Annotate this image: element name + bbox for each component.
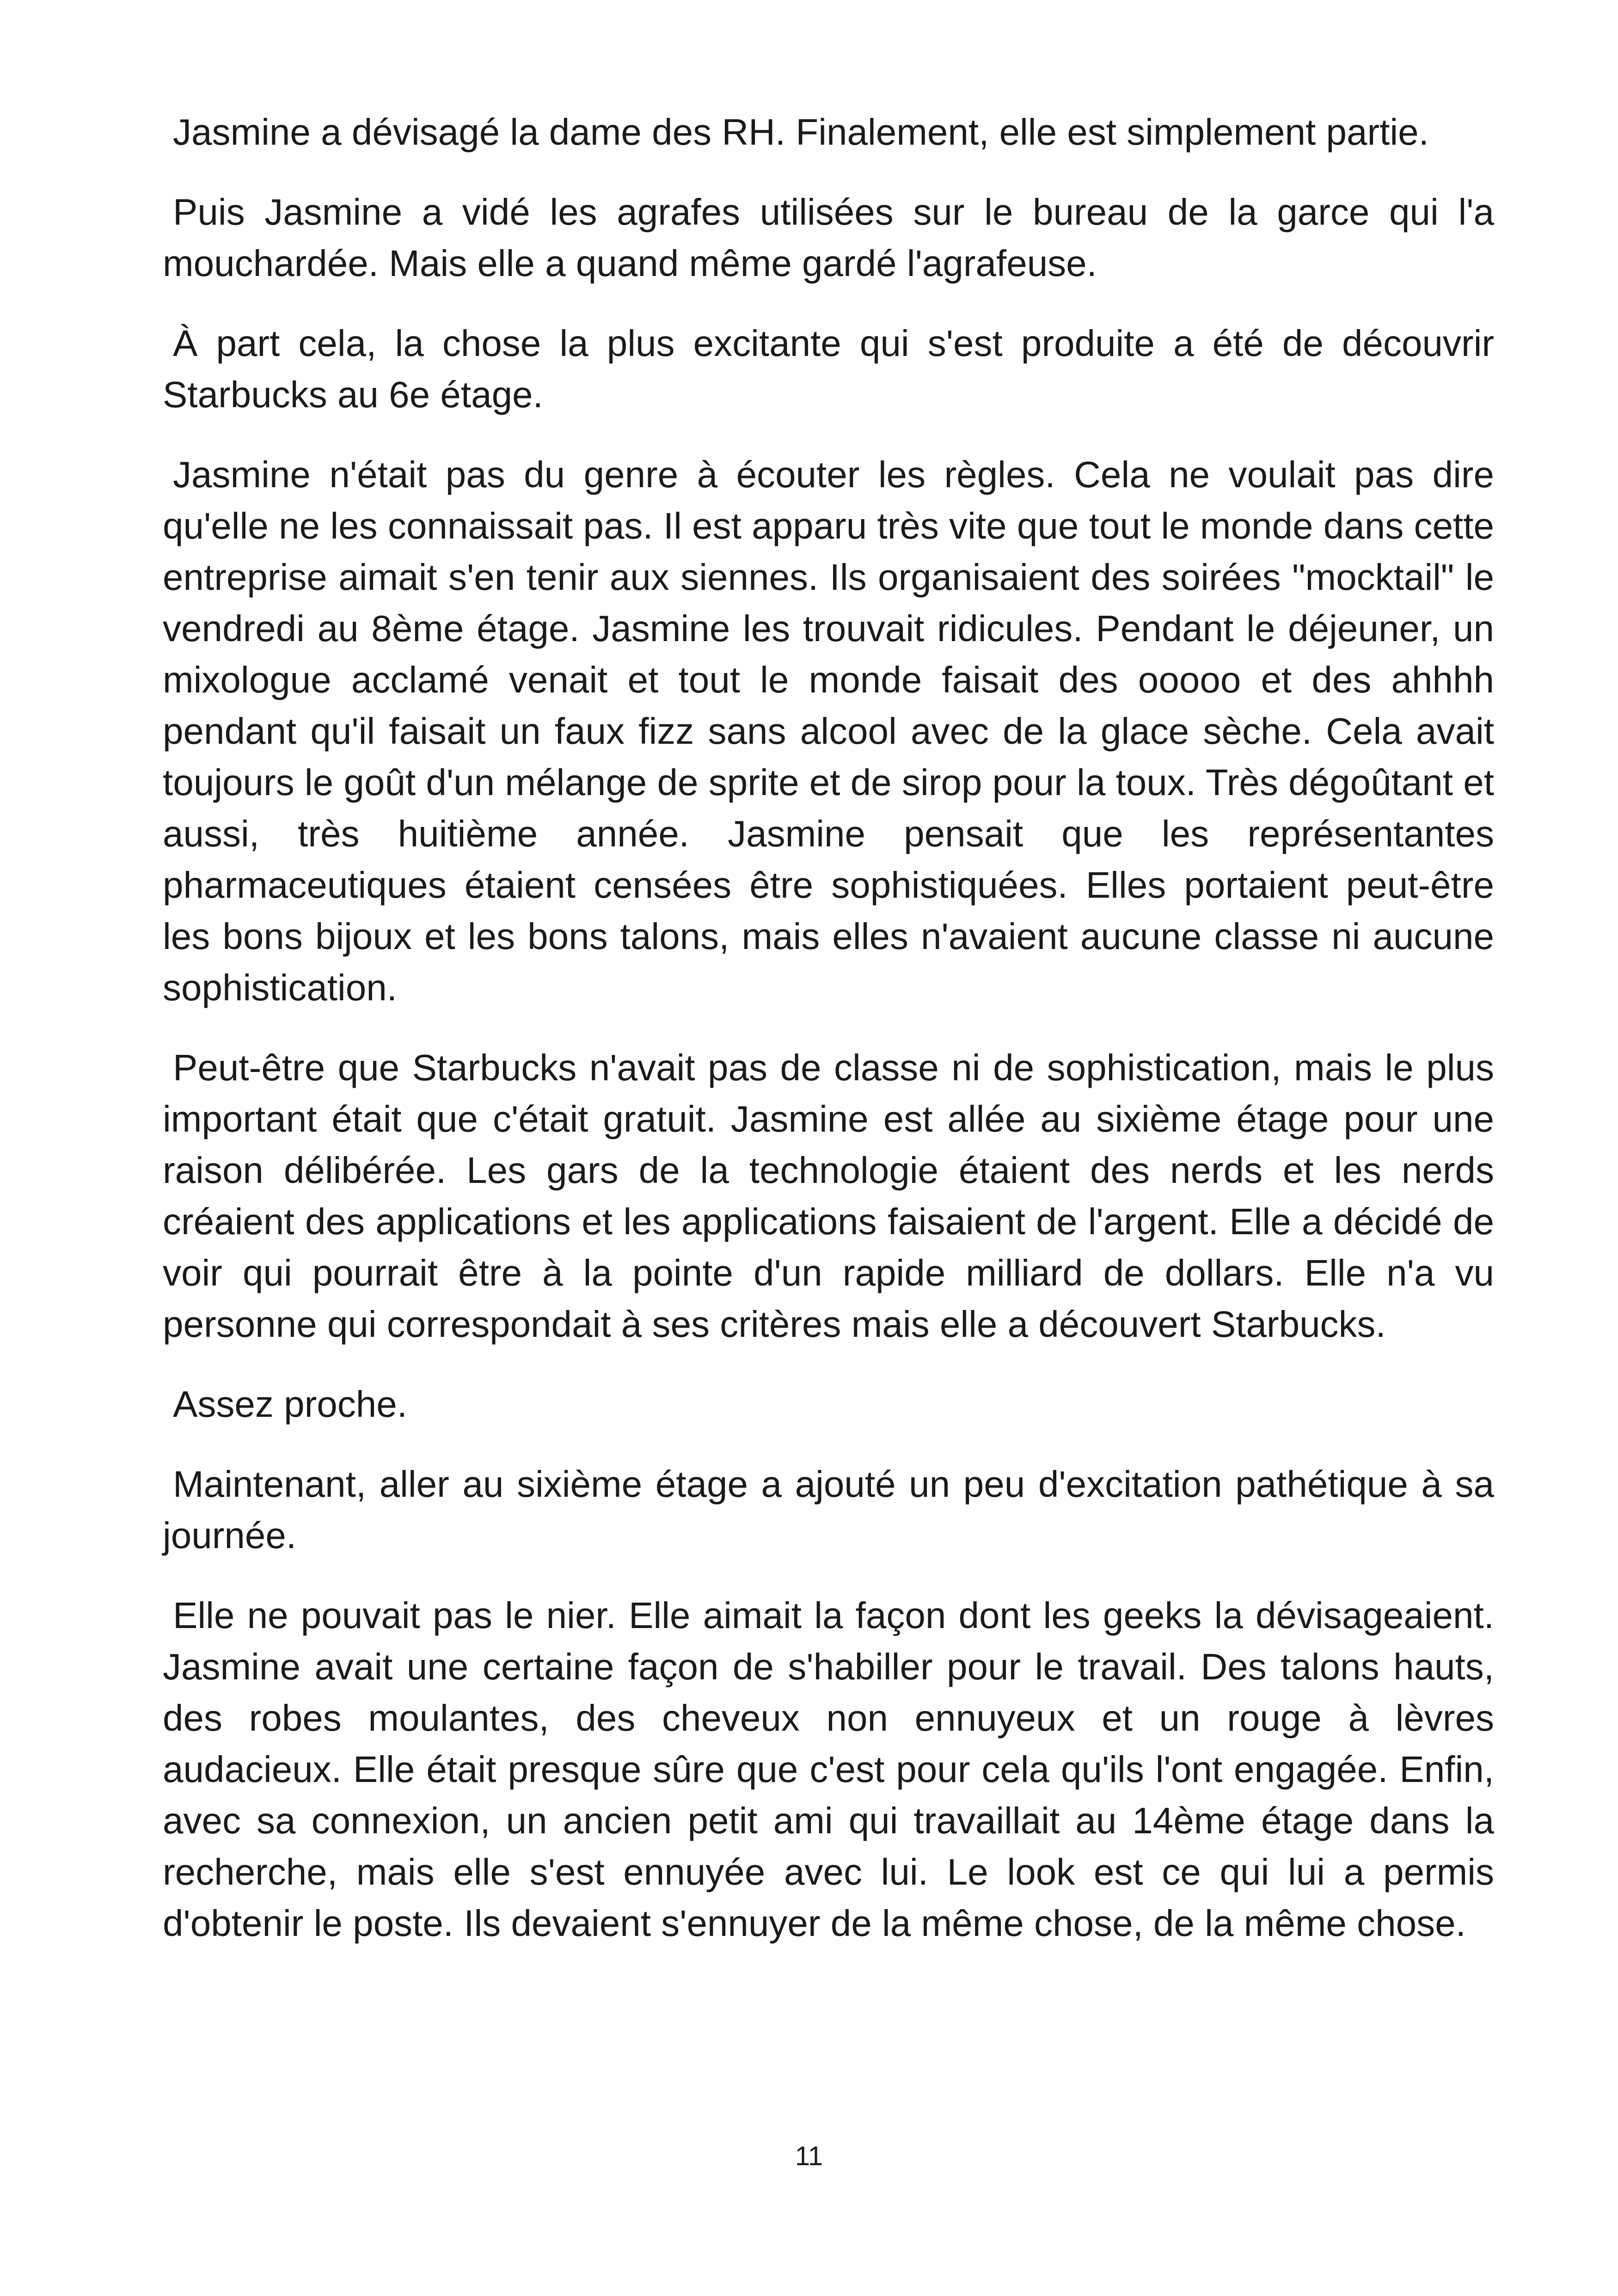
paragraph-8: Elle ne pouvait pas le nier. Elle aimait la façon dont les geeks la dévisageaient. Jasmine avait une certaine façon de s'habiller pour le travail. Des talons hauts, des robes moulantes, des cheveux non ennuyeux et un rouge à lèvres audacieux. Elle était presque sûre que c'est pour cela qu'ils l'ont engagée. Enfin, avec sa connexion, un ancien petit ami qui travaillait au 14ème étage dans la recherche, mais elle s'est ennuyée avec lui. Le look est ce qui lui a permis d'obtenir le poste. Ils devaient s'ennuyer de la même chose, de la même chose. xyxy=(163,1595,1494,1944)
document-body xyxy=(163,106,1494,1978)
paragraph-5: Peut-être que Starbucks n'avait pas de classe ni de sophistication, mais le plus important était que c'était gratuit. Jasmine est allée au sixième étage pour une raison délibérée. Les gars de la technologie étaient des nerds et les nerds créaient des applications et les applications faisaient de l'argent. Elle a décidé de voir qui pourrait être à la pointe d'un rapide milliard de dollars. Elle n'a vu personne qui correspondait à ses critères mais elle a découvert Starbucks. xyxy=(163,1047,1494,1345)
paragraph-3: À part cela, la chose la plus excitante qui s'est produite a été de découvrir Starbucks au 6e étage. xyxy=(163,323,1494,415)
paragraph-4: Jasmine n'était pas du genre à écouter les règles. Cela ne voulait pas dire qu'elle ne les connaissait pas. Il est apparu très vite que tout le monde dans cette entreprise aimait s'en tenir aux siennes. Ils organisaient des soirées "mocktail" le vendredi au 8ème étage. Jasmine les trouvait ridicules. Pendant le déjeuner, un mixologue acclamé venait et tout le monde faisait des ooooo et des ahhhh pendant qu'il faisait un faux fizz sans alcool avec de la glace sèche. Cela avait toujours le goût d'un mélange de sprite et de sirop pour la toux. Très dégoûtant et aussi, très huitième année. Jasmine pensait que les représentantes pharmaceutiques étaient censées être sophistiquées. Elles portaient peut-être les bons bijoux et les bons talons, mais elles n'avaient aucune classe ni aucune sophistication. xyxy=(163,454,1494,1008)
paragraph-1: Jasmine a dévisagé la dame des RH. Finalement, elle est simplement partie. xyxy=(173,111,1429,153)
paragraph-7: Maintenant, aller au sixième étage a ajouté un peu d'excitation pathétique à sa journée. xyxy=(163,1463,1494,1556)
page-number: 11 xyxy=(795,2141,823,2171)
paragraph-2: Puis Jasmine a vidé les agrafes utilisées sur le bureau de la garce qui l'a mouchardée. Mais elle a quand même gardé l'agrafeuse. xyxy=(163,191,1494,284)
paragraph-6: Assez proche. xyxy=(173,1384,407,1425)
